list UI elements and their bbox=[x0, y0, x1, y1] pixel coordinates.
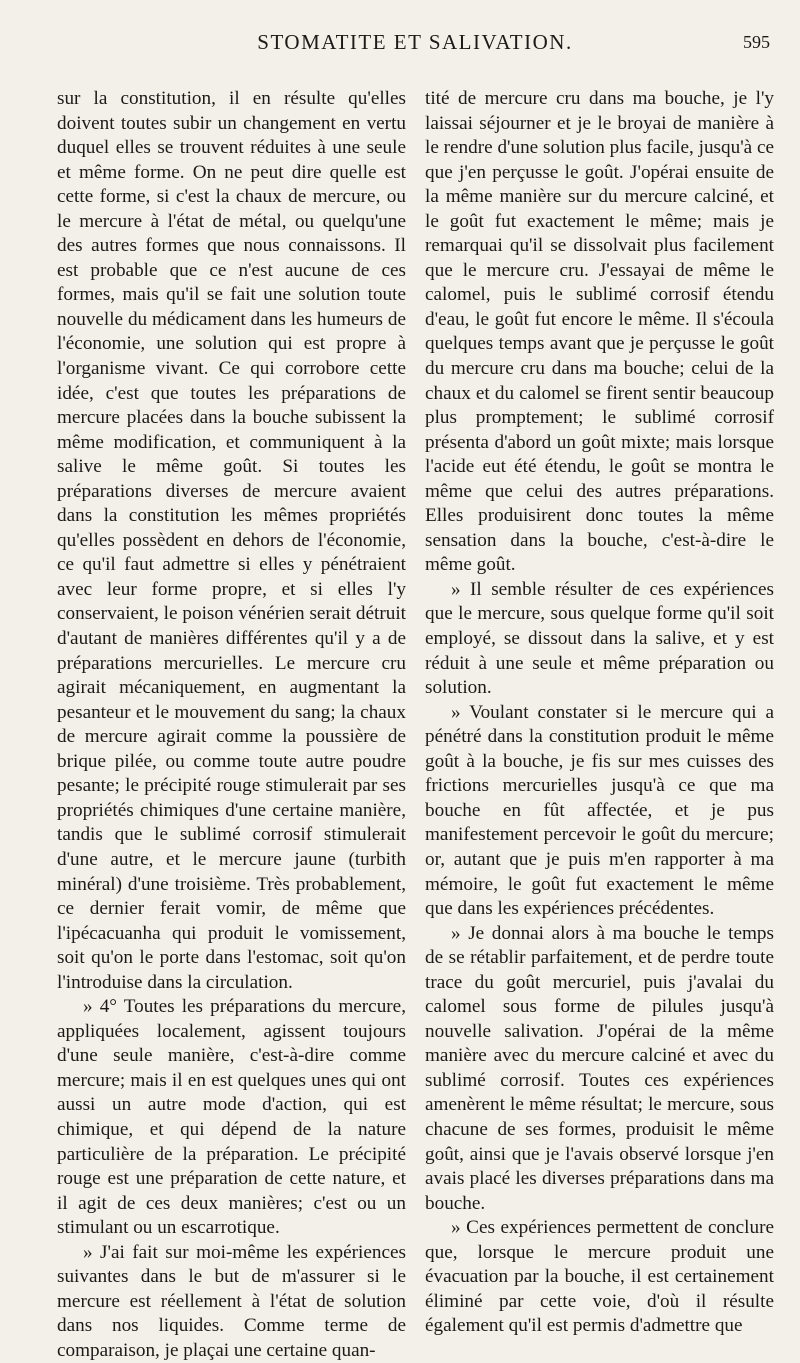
left-column bbox=[57, 87, 406, 1363]
paragraph: » J'ai fait sur moi-même les expériences suivantes dans le but de m'assurer si le mercure est réellement à l'état de solution dans nos liquides. Comme terme de comparaison, je plaçai une certaine quan- bbox=[57, 1241, 406, 1361]
paragraph: sur la constitution, il en résulte qu'elles doivent toutes subir un changement en vertu duquel elles se trouvent réduites à une seule et même forme. On ne peut dire quelle est cette forme, si c'est la chaux de mercure, ou le mercure à l'état de métal, ou quelqu'une des autres formes que nous connaissons. Il est probable que ce n'est aucune de ces formes, mais qu'il se fait une solution toute nouvelle du médicament dans les humeurs de l'économie, une solution qui est propre à l'organisme vivant. Ce qui corrobore cette idée, c'est que toutes les préparations de mercure placées dans la bouche subissent la même modification, et communiquent à la salive le même goût. Si toutes les préparations diverses de mercure avaient dans la constitution les mêmes propriétés qu'elles possèdent en dehors de l'économie, ce qu'il faut admettre si elles y pénétraient avec leur forme propre, et si elles l'y conservaient, le poison vénérien serait détruit d'autant de manières différentes qu'il y a de préparations mercurielles. Le mercure cru agirait mécaniquement, en augmentant la pesanteur et le mouvement du sang; la chaux de mercure agirait comme la poussière de brique pilée, ou comme toute autre poudre pesante; le précipité rouge stimulerait par ses propriétés chimiques d'une certaine manière, tandis que le sublimé corrosif stimulerait d'une autre, et le mercure jaune (turbith minéral) d'une troisième. Très probablement, ce dernier ferait vomir, de même que l'ipécacuanha qui produit le vomissement, soit qu'on le porte dans l'estomac, soit qu'on l'introduise dans la circulation. bbox=[57, 88, 406, 993]
page-number: 595 bbox=[743, 32, 770, 52]
paragraph: » Voulant constater si le mercure qui a pénétré dans la constitution produit le même goût à la bouche, je fis sur mes cuisses des frictions mercurielles jusqu'à ce que ma bouche en fût affectée, et je pus manifestement percevoir le goût du mercure; or, autant que je puis m'en rapporter à ma mémoire, le goût fut exactement le même que dans les expériences précédentes. bbox=[425, 701, 774, 920]
paragraph: tité de mercure cru dans ma bouche, je l'y laissai séjourner et je le broyai de manière à le rendre d'une solution plus facile, jusqu'à ce que j'en perçusse le goût. J'opérai ensuite de la même manière sur du mercure calciné, et le goût fut exactement le même; mais je remarquai qu'il se dissolvait plus facilement que le mercure cru. J'essayai de même le calomel, puis le sublimé corrosif étendu d'eau, le goût fut encore le même. Il s'écoula quelques temps avant que je perçusse le goût du mercure cru dans ma bouche; celui de la chaux et du calomel se firent sentir beaucoup plus promptement; le sublimé corrosif présenta d'abord un goût mixte; mais lorsque l'acide eut été étendu, le goût se montra le même que celui des autres préparations. Elles produisirent donc toutes la même sensation dans la bouche, c'est-à-dire le même goût. bbox=[425, 88, 774, 576]
running-head: STOMATITE ET SALIVATION. bbox=[257, 30, 573, 54]
paragraph: » 4° Toutes les préparations du mercure, appliquées localement, agissent toujours d'une seule manière, c'est-à-dire comme mercure; mais il en est quelques unes qui ont aussi un autre mode d'action, qui est chimique, et qui dépend de la nature particulière de la préparation. Le précipité rouge est une préparation de cette nature, et il agit de ces deux manières; c'est ou un stimulant ou un escarrotique. bbox=[57, 996, 406, 1239]
paragraph: » Je donnai alors à ma bouche le temps de se rétablir parfaitement, et de perdre toute trace du goût mercuriel, puis j'avalai du calomel sous forme de pilules jusqu'à nouvelle salivation. J'opérai de la même manière avec du mercure calciné et avec du sublimé corrosif. Toutes ces expériences amenèrent le même résultat; le mercure, sous chacune de ses formes, produisit le même goût, ainsi que je l'avais observé lorsque j'en avais placé les diverses préparations dans ma bouche. bbox=[425, 922, 774, 1214]
paragraph: » Ces expériences permettent de conclure que, lorsque le mercure produit une évacuation par la bouche, il est certainement éliminé par cette voie, d'où il résulte également qu'il est permis d'admettre que bbox=[425, 1217, 774, 1337]
paragraph: » Il semble résulter de ces expériences que le mercure, sous quelque forme qu'il soit employé, se dissout dans la salive, et y est réduit à une seule et même préparation ou solution. bbox=[425, 578, 774, 699]
right-column bbox=[425, 87, 774, 1339]
page-header bbox=[60, 30, 770, 60]
